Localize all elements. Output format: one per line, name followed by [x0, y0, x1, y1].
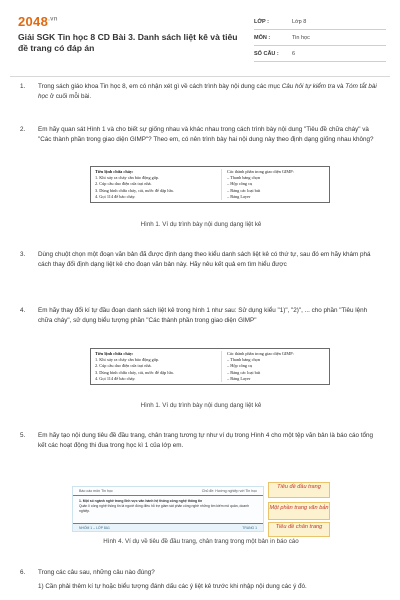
meta-value: Tin học — [292, 34, 310, 41]
question-1 — [20, 82, 382, 104]
meta-label: MÔN : — [254, 34, 271, 41]
meta-row-subject — [254, 30, 386, 46]
figure-right-column: Các thành phần trong giao diện GIMP: – Thanh bảng chọn – Hộp công cụ – Bảng các loại bút – Bảng Layer — [227, 351, 294, 381]
figure-left-column: Tiêu lệnh chữa cháy: 1. Khi xảy ra cháy cần báo động gấp. 2. Cúp cầu dao điện cửa trại nhà. 3. Dùng bình chữa cháy, cát, nước để dập lửa. 4. Gọi 114 để báo cháy. — [95, 351, 174, 381]
question-4 — [20, 306, 382, 338]
page-footer-bar: NHÓM 1 – LỚP 8A1 TRANG 1 — [73, 523, 263, 531]
header-divider — [10, 76, 390, 77]
figure-1-list-example — [90, 166, 330, 203]
figure-divider — [221, 351, 222, 382]
report-page-preview — [72, 486, 264, 532]
question-2 — [20, 125, 382, 157]
figure-divider — [221, 169, 222, 200]
meta-label: SỐ CÂU : — [254, 50, 279, 57]
callout-body: Một phần trang văn bản — [268, 502, 330, 520]
meta-row-class — [254, 14, 386, 30]
question-number: 3. — [20, 251, 26, 258]
question-3 — [20, 250, 382, 282]
question-text: Em hãy tạo nội dung tiêu đề đầu trang, chân trang tương tự như ví dụ trong Hình 4 cho một tệp văn bản là báo cáo tổng kết các hoạt động thi đua trong học kì 1 của lớp em. — [38, 432, 373, 449]
figure-4-header-footer-example — [72, 486, 330, 532]
question-6-option-1 — [20, 582, 382, 594]
meta-row-count — [254, 46, 386, 62]
page-body: 1. Một số ngành nghề trong lĩnh vực văn hành hệ thống công nghệ thông tin Quản lí công nghệ thông tin là người đóng điều hỗ trợ giám sát phân công nghề những tìm kiếm mô quản, doanh nghiệp. — [79, 499, 249, 513]
page-header-bar: Báo cáo môn Tin học Chủ đề: Hướng nghiệp với Tin học — [73, 487, 263, 496]
meta-value: Lớp 8 — [292, 18, 307, 25]
meta-table — [254, 14, 386, 62]
document-title: Giải SGK Tin học 8 CD Bài 3. Danh sách liệt kê và tiêu đề trang có đáp án — [18, 32, 238, 53]
question-text: Trong các câu sau, những câu nào đúng? — [38, 569, 155, 576]
option-text: 1) Cần phải thêm kí tự hoặc biểu tượng đánh dấu các ý liệt kê trước khi nhập nội dung các ý đó. — [38, 583, 307, 590]
question-text: Dùng chuột chọn một đoạn văn bản đã được định dạng theo kiểu danh sách liệt kê có thứ tự, sau đó em hãy khám phá cách thay đổi định dạng liệt kê cho đoạn văn bản này. Hãy nêu kết quả em tìm hiểu được — [38, 251, 371, 268]
figure-1-list-example-repeat — [90, 348, 330, 385]
figure-1-caption: Hình 1. Ví dụ trình bày nội dung dạng liệt kê — [140, 221, 262, 228]
question-5 — [20, 431, 382, 463]
meta-value: 6 — [292, 50, 296, 57]
site-logo[interactable]: $2048^{.vn}$ — [18, 14, 58, 29]
figure-left-column: Tiêu lệnh chữa cháy: 1. Khi xảy ra cháy cần báo động gấp. 2. Cúp cầu dao điện cửa trại nhà. 3. Dùng bình chữa cháy, cát, nước để dập lửa. 4. Gọi 114 để báo cháy. — [95, 169, 174, 199]
question-number: 5. — [20, 432, 26, 439]
callout-header: Tiêu đề đầu trang — [268, 482, 330, 498]
question-number: 1. — [20, 83, 26, 90]
figure-right-column: Các thành phần trong giao diện GIMP: – Thanh bảng chọn – Hộp công cụ – Bảng các loại bút – Bảng Layer — [227, 169, 294, 199]
document-header — [10, 8, 390, 74]
figure-3-caption: Hình 1. Ví dụ trình bày nội dung dạng liệt kê — [140, 402, 262, 409]
question-text: Em hãy thay đổi kí tự đầu đoạn danh sách liệt kê trong hình 1 như sau: Sử dụng kiểu "1)", "2)", ... cho phần "Tiêu lệnh chữa cháy", sử dụng biểu tượng phần "Các thành phần trong giao diện GIMP" — [38, 307, 368, 324]
question-number: 4. — [20, 307, 26, 314]
question-number: 2. — [20, 126, 26, 133]
question-text: Trong sách giáo khoa Tin học 8, em có nhận xét gì về cách trình bày nội dung các mục Câu hỏi tự kiểm tra và Tóm tắt bài học ở cuối mỗi bài. — [38, 83, 377, 100]
meta-label: LỚP : — [254, 18, 269, 25]
figure-4-caption: Hình 4. Ví dụ về tiêu đề đầu trang, chân trang trong một bản in báo cáo — [103, 538, 299, 545]
callout-footer: Tiêu đề chân trang — [268, 522, 330, 537]
question-text: Em hãy quan sát Hình 1 và cho biết sự giống nhau và khác nhau trong cách trình bày nội dung "Tiêu đề chữa cháy" và "Các thành phần trong giao diện GIMP"? Theo em, có nên trình bày hai nội dung này theo định dạng giống nhau không? — [38, 126, 374, 143]
question-6 — [20, 568, 382, 580]
question-number: 6. — [20, 569, 26, 576]
